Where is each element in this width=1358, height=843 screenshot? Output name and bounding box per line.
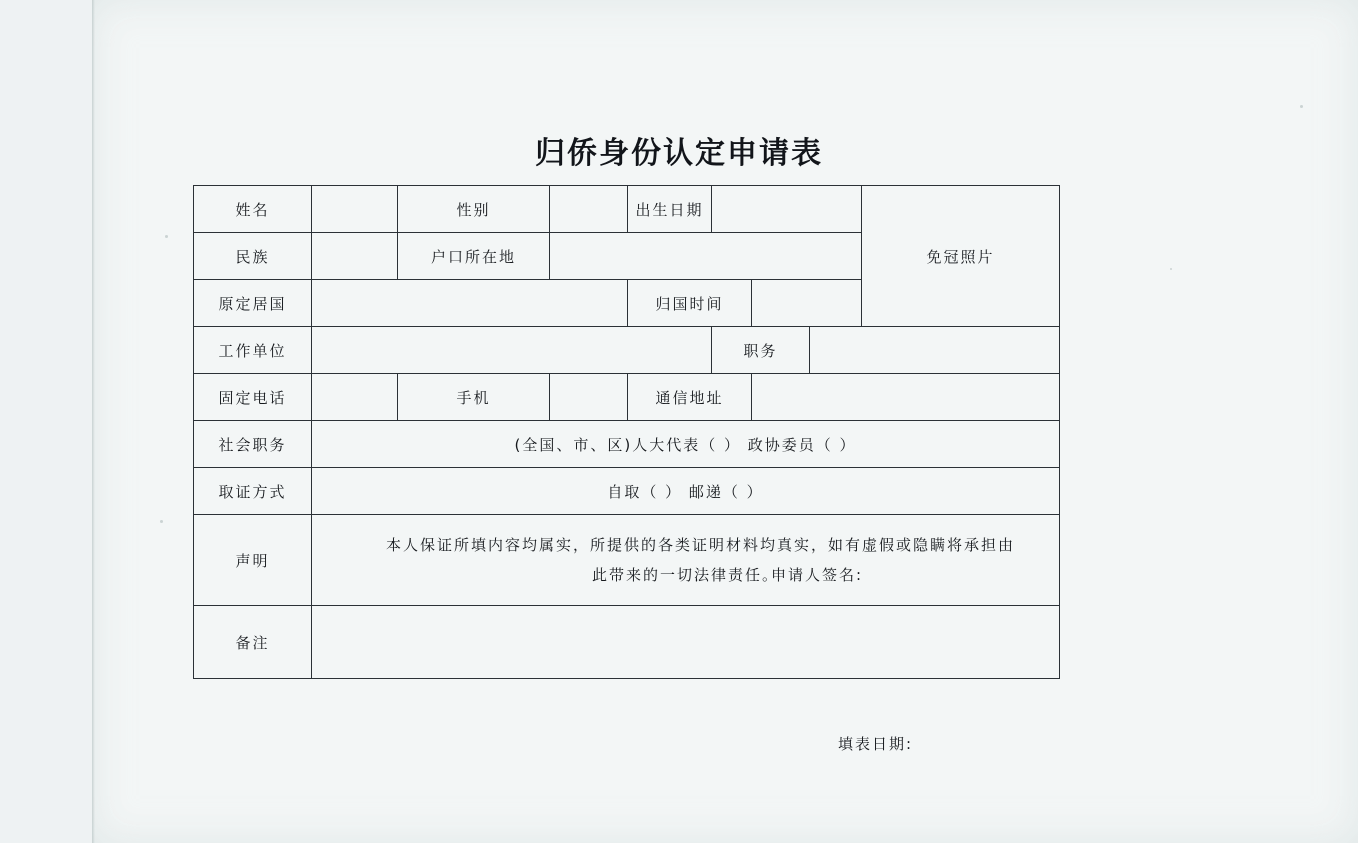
landline-label: 固定电话 <box>194 374 312 421</box>
table-row <box>194 374 1060 421</box>
landline-field[interactable] <box>312 374 398 421</box>
name-label: 姓名 <box>194 186 312 233</box>
delivery-method-options[interactable]: 自取（ ） 邮递（ ） <box>312 468 1060 515</box>
applicant-signature-label[interactable]: 申请人签名: <box>771 566 864 584</box>
ethnicity-label: 民族 <box>194 233 312 280</box>
mobile-label: 手机 <box>398 374 550 421</box>
position-field[interactable] <box>810 327 1060 374</box>
declaration-line-1: 本人保证所填内容均属实，所提供的各类证明材料均真实，如有虚假或隐瞒将承担由 <box>385 536 1015 554</box>
table-row <box>194 606 1060 679</box>
return-time-label: 归国时间 <box>628 280 752 327</box>
photo-placeholder[interactable]: 免冠照片 <box>862 186 1060 327</box>
gender-field[interactable] <box>550 186 628 233</box>
birthdate-label: 出生日期 <box>628 186 712 233</box>
work-unit-field[interactable] <box>312 327 712 374</box>
name-field[interactable] <box>312 186 398 233</box>
birthdate-field[interactable] <box>712 186 862 233</box>
ethnicity-field[interactable] <box>312 233 398 280</box>
table-row <box>194 421 1060 468</box>
social-post-label: 社会职务 <box>194 421 312 468</box>
remarks-field[interactable] <box>312 606 1060 679</box>
declaration-text <box>312 515 1060 606</box>
declaration-line-2-text: 此带来的一切法律责任。 <box>591 566 779 584</box>
residence-field[interactable] <box>550 233 862 280</box>
social-post-options[interactable]: (全国、市、区)人大代表（ ） 政协委员（ ） <box>312 421 1060 468</box>
table-row <box>194 327 1060 374</box>
table-row <box>194 468 1060 515</box>
scan-speck <box>1170 268 1172 270</box>
address-label: 通信地址 <box>628 374 752 421</box>
remarks-label: 备注 <box>194 606 312 679</box>
gender-label: 性别 <box>398 186 550 233</box>
table-row <box>194 515 1060 606</box>
table-row <box>194 186 1060 233</box>
origin-country-label: 原定居国 <box>194 280 312 327</box>
delivery-method-label: 取证方式 <box>194 468 312 515</box>
address-field[interactable] <box>752 374 1060 421</box>
residence-label: 户口所在地 <box>398 233 550 280</box>
return-time-field[interactable] <box>752 280 862 327</box>
position-label: 职务 <box>712 327 810 374</box>
declaration-label: 声明 <box>194 515 312 606</box>
scan-speck <box>165 235 168 238</box>
declaration-line-2 <box>316 560 1055 590</box>
mobile-field[interactable] <box>550 374 628 421</box>
scan-speck <box>160 520 163 523</box>
fill-date-label[interactable]: 填表日期: <box>838 735 914 753</box>
scan-speck <box>1300 105 1303 108</box>
page-title: 归侨身份认定申请表 <box>535 136 823 171</box>
application-form-table <box>193 185 1060 679</box>
origin-country-field[interactable] <box>312 280 628 327</box>
work-unit-label: 工作单位 <box>194 327 312 374</box>
